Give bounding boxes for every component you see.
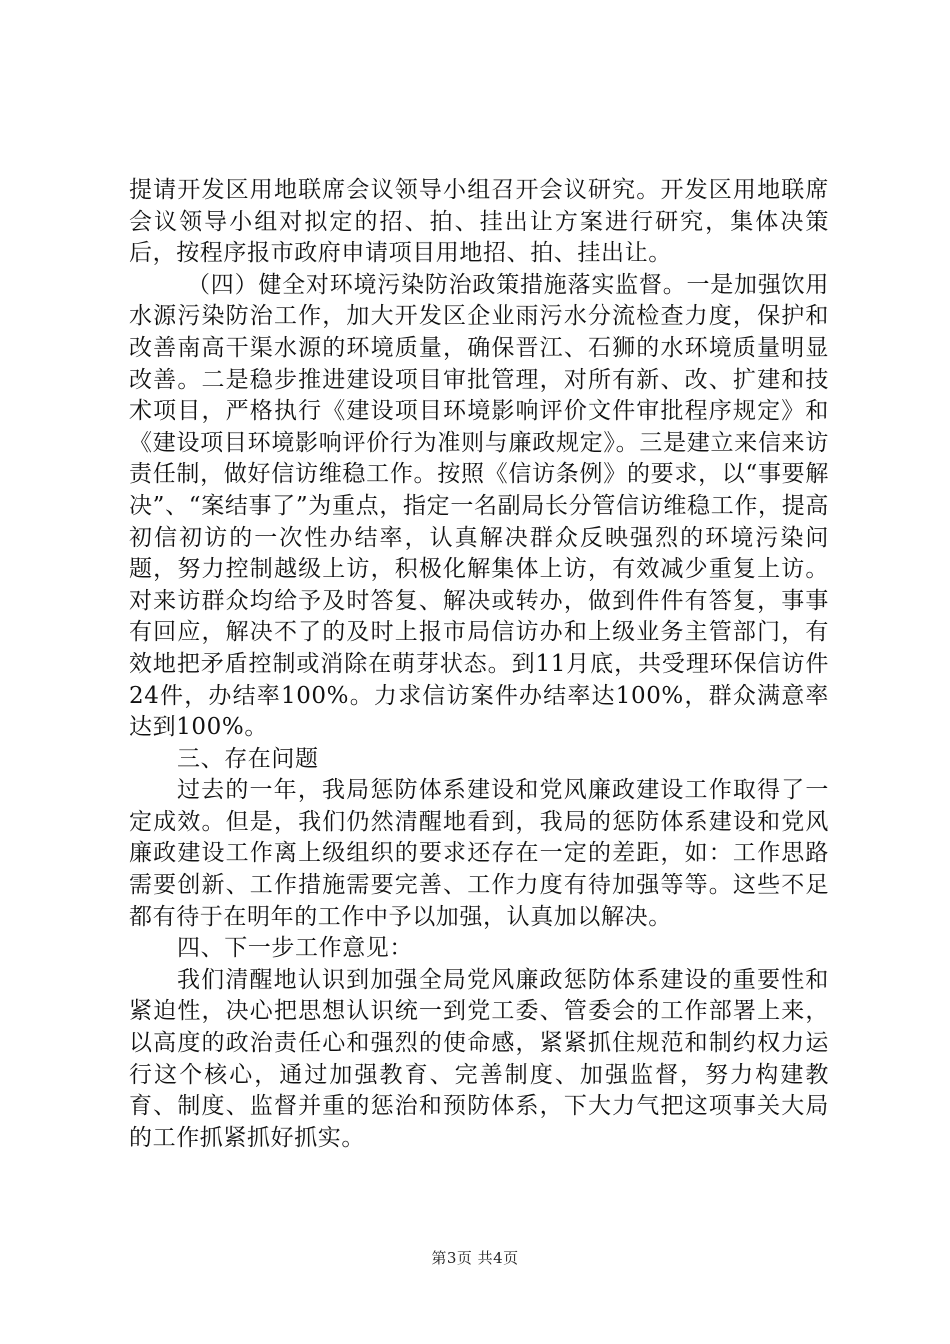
paragraph-next-steps: 我们清醒地认识到加强全局党风廉政惩防体系建设的重要性和紧迫性，决心把思想认识统一到党工委、管委会的工作部署上来，以高度的政治责任心和强烈的使命感，紧紧抓住规范和制约权力运行这个核心，通过加强教育、完善制度、加强监督，努力构建教育、制度、监督并重的惩治和预防体系，下大力气把这项事关大局的工作抓紧抓好抓实。 [129,966,829,1151]
page-number-footer: 第3页 共4页 [431,1249,519,1267]
heading-next-steps: 四、下一步工作意见： [177,935,413,962]
paragraph-continuation: 提请开发区用地联席会议领导小组召开会议研究。开发区用地联席会议领导小组对拟定的招、拍、挂出让方案进行研究，集体决策后，按程序报市政府申请项目用地招、拍、挂出让。 [129,177,829,267]
paragraph-section-four-item: （四）健全对环境污染防治政策措施落实监督。一是加强饮用水源污染防治工作，加大开发区企业雨污水分流检查力度，保护和改善南高干渠水源的环境质量，确保晋江、石狮的水环境质量明显改善。二是稳步推进建设项目审批管理，对所有新、改、扩建和技术项目，严格执行《建设项目环境影响评价文件审批程序规定》和《建设项目环境影响评价行为准则与廉政规定》。三是建立来信来访责任制，做好信访维稳工作。按照《信访条例》的要求，以“事要解决”、“案结事了”为重点，指定一名副局长分管信访维稳工作，提高初信初访的一次性办结率，认真解决群众反映强烈的环境污染问题，努力控制越级上访，积极化解集体上访，有效减少重复上访。对来访群众均给予及时答复、解决或转办，做到件件有答复，事事有回应，解决不了的及时上报市局信访办和上级业务主管部门，有效地把矛盾控制或消除在萌芽状态。到11月底，共受理环保信访件24件，办结率100%。力求信访案件办结率达100%，群众满意率达到100%。 [129,271,829,741]
document-body [129,175,829,1154]
paragraph-problems: 过去的一年，我局惩防体系建设和党风廉政建设工作取得了一定成效。但是，我们仍然清醒地看到，我局的惩防体系建设和党风廉政建设工作离上级组织的要求还存在一定的差距，如：工作思路需要创新、工作措施需要完善、工作力度有待加强等等。这些不足都有待于在明年的工作中予以加强，认真加以解决。 [129,777,829,930]
heading-existing-problems: 三、存在问题 [177,745,319,772]
